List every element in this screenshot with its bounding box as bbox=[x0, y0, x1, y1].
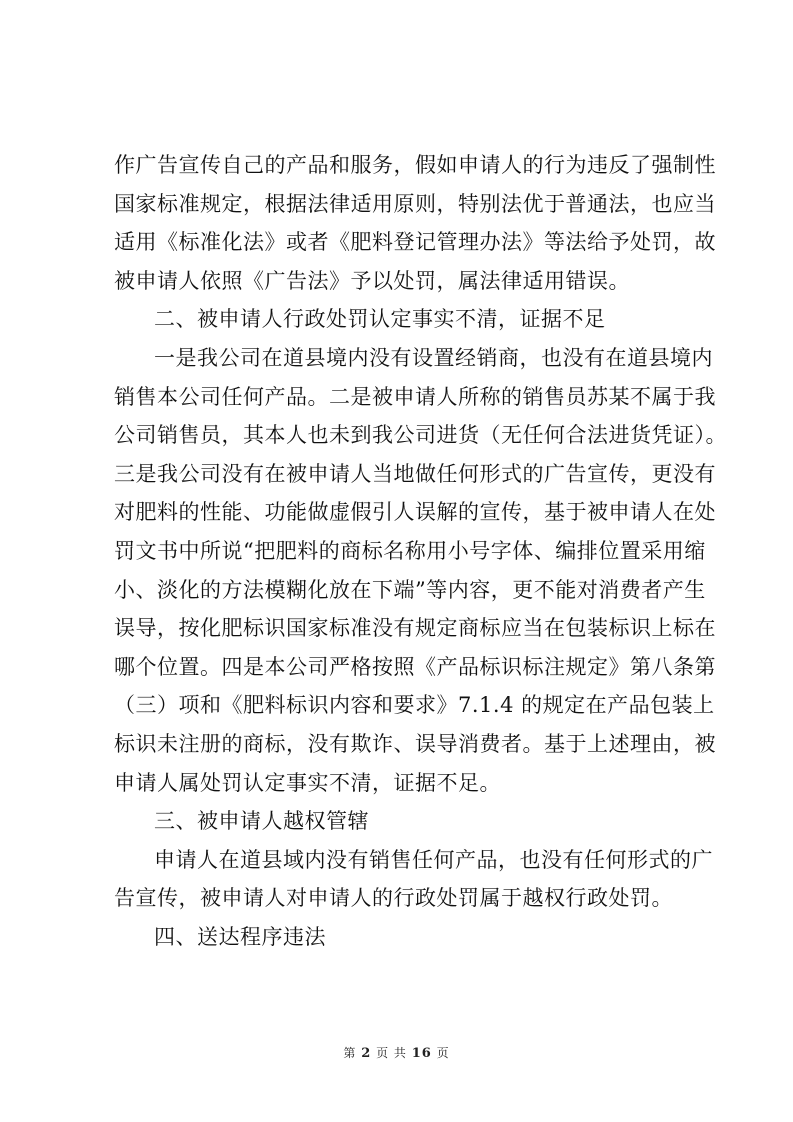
text-line: 申请人在道县域内没有销售任何产品，也没有任何形式的广 bbox=[154, 847, 713, 872]
text-line: 哪个位置。四是本公司严格按照《产品标识标注规定》第八条第 bbox=[114, 654, 716, 679]
text-line: 标识未注册的商标，没有欺诈、误导消费者。基于上述理由，被 bbox=[114, 731, 716, 756]
section-heading: 四、送达程序违法 bbox=[154, 924, 326, 949]
text-line: 作广告宣传自己的产品和服务，假如申请人的行为违反了强制性 bbox=[114, 153, 716, 177]
footer-middle: 页 共 bbox=[376, 1046, 407, 1060]
text-line: 对肥料的性能、功能做虚假引人误解的宣传，基于被申请人在处 bbox=[114, 500, 716, 525]
text-line: 适用《标准化法》或者《肥料登记管理办法》等法给予处罚，故 bbox=[114, 230, 716, 255]
text-line: 公司销售员，其本人也未到我公司进货（无任何合法进货凭证）。 bbox=[114, 423, 727, 448]
text-line: 误导，按化肥标识国家标准没有规定商标应当在包装标识上标在 bbox=[114, 616, 716, 641]
page-footer bbox=[0, 1044, 793, 1061]
text-line: 国家标准规定，根据法律适用原则，特别法优于普通法，也应当 bbox=[114, 191, 716, 216]
section-heading: 三、被申请人越权管辖 bbox=[154, 809, 369, 834]
total-pages: 16 bbox=[411, 1046, 432, 1061]
footer-suffix: 页 bbox=[436, 1046, 450, 1060]
text-line: 小、淡化的方法模糊化放在下端”等内容，更不能对消费者产生 bbox=[114, 577, 706, 602]
text-line: 一是我公司在道县境内没有设置经销商，也没有在道县境内 bbox=[154, 345, 713, 370]
text-line: 被申请人依照《广告法》予以处罚，属法律适用错误。 bbox=[114, 268, 630, 293]
section-heading: 二、被申请人行政处罚认定事实不清，证据不足 bbox=[154, 307, 606, 332]
document-body bbox=[114, 146, 727, 956]
text-line: （三）项和《肥料标识内容和要求》7.1.4 的规定在产品包装上 bbox=[114, 693, 715, 718]
text-line: 申请人属处罚认定事实不清，证据不足。 bbox=[114, 770, 501, 795]
text-line: 销售本公司任何产品。二是被申请人所称的销售员苏某不属于我 bbox=[114, 384, 716, 409]
text-line: 三是我公司没有在被申请人当地做任何形式的广告宣传，更没有 bbox=[114, 461, 716, 486]
text-line: 罚文书中所说“把肥料的商标名称用小号字体、编排位置采用缩 bbox=[114, 538, 706, 563]
text-line: 告宣传，被申请人对申请人的行政处罚属于越权行政处罚。 bbox=[114, 886, 673, 911]
page-number: 2 bbox=[361, 1046, 372, 1061]
footer-prefix: 第 bbox=[343, 1046, 357, 1060]
